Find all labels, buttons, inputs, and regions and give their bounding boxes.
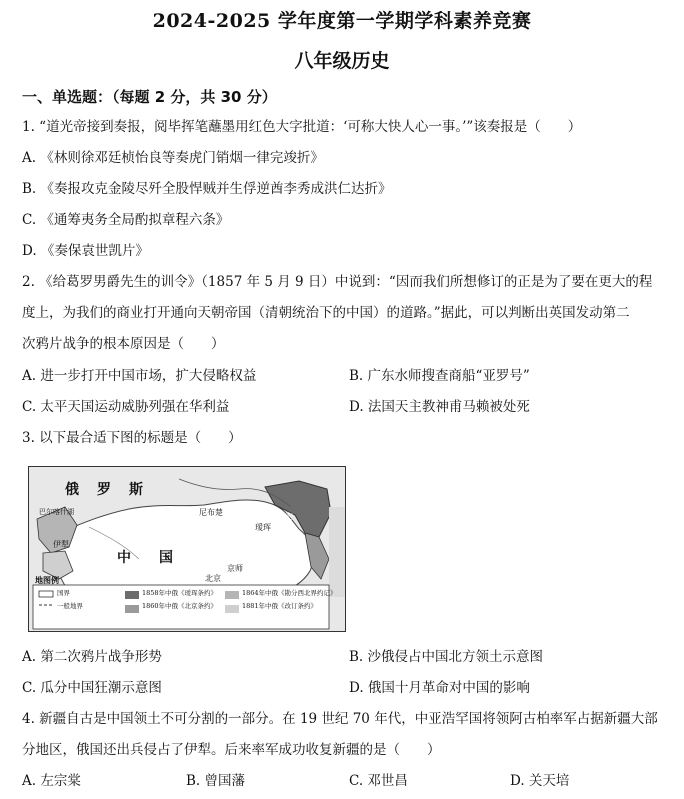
map-legend-item: 国界	[57, 589, 70, 597]
q3-option-c[interactable]: C. 瓜分中国狂潮示意图	[22, 680, 162, 696]
map-label-china: 中 国	[117, 550, 173, 566]
q1-stem: 1. “道光帝接到奏报，阅毕挥笔蘸墨用红色大字批道：‘可称大快人心一事。’”该奏报是（ ）	[22, 119, 582, 135]
exam-title: 2024-2025 学年度第一学期学科素养竞赛	[152, 10, 532, 32]
q4-stem-line1: 4. 新疆自古是中国领土不可分割的一部分。在 19 世纪 70 年代，中亚浩罕国将领阿古柏率军占据新疆大部	[22, 711, 658, 727]
q3-option-b[interactable]: B. 沙俄侵占中国北方领土示意图	[349, 649, 544, 665]
q3-option-a[interactable]: A. 第二次鸦片战争形势	[22, 649, 162, 665]
q1-option-c[interactable]: C. 《通筹夷务全局酌拟章程六条》	[22, 212, 230, 228]
q2-stem-line1: 2. 《给葛罗男爵先生的训令》（1857 年 5 月 9 日）中说到：“因而我们所想修订的正是为了要在更大的程	[22, 274, 653, 290]
map-label-balkhash: 巴尔喀什湖	[39, 508, 74, 516]
q2-option-a[interactable]: A. 进一步打开中国市场，扩大侵略权益	[22, 368, 257, 384]
map-legend-item: 1864年中俄《勘分西北界约记》	[242, 589, 337, 597]
q4-stem-line2: 分地区，俄国还出兵侵占了伊犁。后来率军成功收复新疆的是（ ）	[22, 742, 441, 758]
map-legend-item: 一般地界	[57, 602, 83, 610]
q1-option-b[interactable]: B. 《奏报攻克金陵尽歼全股悍贼并生俘逆酋李秀成洪仁达折》	[22, 181, 392, 197]
map-label-beijing: 北京	[205, 574, 221, 583]
q1-option-a[interactable]: A. 《林则徐邓廷桢怡良等奏虎门销烟一律完竣折》	[22, 150, 324, 166]
map-legend-item: 1881年中俄《改订条约》	[242, 602, 318, 610]
territory-map	[28, 466, 346, 632]
map-label-russia: 俄 罗 斯	[65, 482, 145, 498]
q2-option-c[interactable]: C. 太平天国运动威胁列强在华利益	[22, 399, 230, 415]
map-legend-item: 1858年中俄《瑷珲条约》	[142, 589, 218, 597]
q2-stem-line3: 次鸦片战争的根本原因是（ ）	[22, 336, 225, 352]
q4-option-a[interactable]: A. 左宗棠	[22, 773, 81, 789]
q2-stem-line2: 度上，为我们的商业打开通向天朝帝国（清朝统治下的中国）的道路。”据此，可以判断出英国发动第二	[22, 305, 630, 321]
map-label-yili: 伊犁	[53, 540, 69, 549]
q2-option-d[interactable]: D. 法国天主教神甫马赖被处死	[349, 399, 530, 415]
section-heading: 一、单选题：（每题 2 分，共 30 分）	[22, 88, 277, 106]
q2-option-b[interactable]: B. 广东水师搜查商船“亚罗号”	[349, 368, 530, 384]
q4-option-c[interactable]: C. 邓世昌	[349, 773, 408, 789]
q3-stem: 3. 以下最合适下图的标题是（ ）	[22, 430, 242, 446]
map-legend-title: 地图例	[35, 575, 59, 585]
q1-option-d[interactable]: D. 《奏保袁世凯片》	[22, 243, 149, 259]
map-legend-item: 1860年中俄《北京条约》	[142, 602, 218, 610]
map-label-nibuchu: 尼布楚	[199, 508, 223, 517]
map-label-jingshi: 京师	[227, 564, 243, 573]
map-label-aihui: 瑷珲	[255, 523, 271, 532]
q3-option-d[interactable]: D. 俄国十月革命对中国的影响	[349, 680, 530, 696]
map-label-hailanpao: 海兰泡	[269, 512, 293, 521]
q4-option-d[interactable]: D. 关天培	[510, 773, 570, 789]
exam-subtitle: 八年级历史	[294, 50, 390, 72]
q4-option-b[interactable]: B. 曾国藩	[186, 773, 246, 789]
